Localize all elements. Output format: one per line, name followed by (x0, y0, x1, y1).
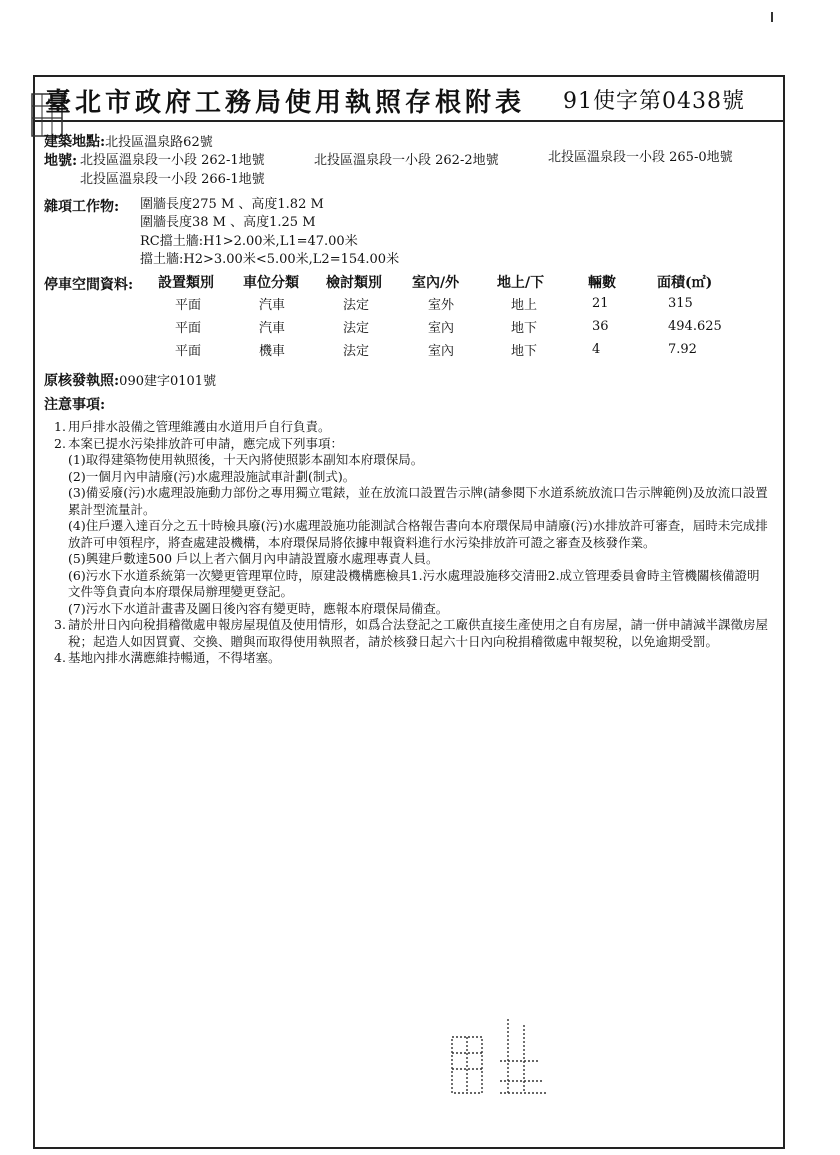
original-permit-row (44, 373, 216, 390)
parking-cell: 平面 (175, 321, 202, 336)
note-subitem: (7)污水下水道計畫書及圖日後內容有變更時，應報本府環保局備查。 (68, 600, 449, 616)
note-item (54, 650, 770, 667)
misc-works-label: 雜項工作物: (44, 199, 120, 215)
parking-header: 車位分類 (243, 275, 299, 291)
lot-item: 北投區溫泉段一小段 262-2地號 (314, 153, 499, 168)
note-text: 本案已提水污染排放許可申請，應完成下列事項： (68, 435, 344, 451)
parking-label: 停車空間資料: (44, 277, 134, 293)
parking-header: 面積(㎡) (657, 275, 713, 291)
parking-header: 檢討類別 (326, 275, 382, 291)
misc-work-item: RC擋土牆:H1>2.00米,L1=47.00米 (140, 234, 358, 249)
note-subitem: (1)取得建築物使用執照後，十天內將使照影本副知本府環保局。 (68, 452, 424, 467)
note-subitem: (6)污水下水道系統第一次變更管理單位時，原建設機構應檢具1.污水處理設施移交清冊2.成立管理委員會時主管機關核備證明文件等負責向本府環保局辦理變更登記。 (68, 567, 760, 599)
note-number: 4. (54, 650, 66, 665)
parking-cell: 機車 (259, 344, 286, 359)
parking-cell: 315 (668, 296, 693, 311)
parking-cell: 室內 (428, 321, 455, 336)
parking-cell: 法定 (343, 321, 370, 336)
note-subitem: (4)住戶遷入達百分之五十時檢具廢(污)水處理設施功能測試合格報告書向本府環保局申請廢(污)水排放許可審查，屆時未完成排放許可申領程序，將查處建設機構，本府環保局將依據申報資料進行水污染排放許可證之審查及核發作業。 (68, 518, 768, 550)
parking-cell: 21 (592, 296, 609, 311)
misc-work-item: 擋土牆:H2>3.00米<5.00米,L2=154.00米 (140, 252, 400, 267)
notes-list (54, 419, 770, 667)
official-seal-icon (448, 1015, 550, 1097)
parking-header: 室內/外 (412, 275, 460, 291)
note-subitem: (5)興建戶數達500 戶以上者六個月內申請設置廢水處理專責人員。 (68, 551, 439, 566)
address-value: 北投區溫泉路62號 (105, 135, 213, 150)
original-permit-value: 090建字0101號 (119, 374, 217, 389)
misc-work-item: 圍牆長度38 M 、高度1.25 M (140, 215, 316, 230)
note-subitem: (2)一個月內申請廢(污)水處理設施試車計劃(制式)。 (68, 468, 356, 484)
misc-work-item: 圍牆長度275 M 、高度1.82 M (140, 197, 324, 212)
parking-cell: 法定 (343, 298, 370, 313)
permit-number: 91使字第0438號 (563, 89, 745, 114)
address-label: 建築地點: (44, 134, 106, 150)
parking-cell: 7.92 (668, 342, 697, 357)
lots-label: 地號: (44, 153, 78, 169)
address-row (44, 134, 213, 151)
note-item (54, 419, 770, 436)
title-rule (33, 120, 783, 122)
parking-cell: 地下 (511, 344, 538, 359)
parking-cell: 494.625 (668, 319, 722, 334)
lot-item: 北投區溫泉段一小段 262-1地號 (80, 153, 265, 168)
parking-cell: 汽車 (259, 298, 286, 313)
note-number: 3. (54, 617, 66, 632)
note-item (54, 436, 770, 618)
note-text: 基地內排水溝應維持暢通，不得堵塞。 (68, 650, 281, 665)
parking-header: 地上/下 (497, 275, 545, 291)
top-rule (33, 75, 783, 77)
parking-cell: 平面 (175, 298, 202, 313)
parking-header: 輛數 (588, 275, 616, 291)
parking-cell: 室內 (428, 344, 455, 359)
notes-label: 注意事項: (44, 397, 106, 413)
scan-mark (771, 12, 773, 22)
note-item (54, 617, 770, 650)
parking-cell: 36 (592, 319, 609, 334)
note-number: 1. (54, 419, 66, 434)
parking-cell: 地上 (511, 298, 538, 313)
parking-cell: 室外 (428, 298, 455, 313)
note-text: 用戶排水設備之管理維護由水道用戶自行負責。 (68, 419, 331, 434)
note-subitem: (3)備妥廢(污)水處理設施動力部份之專用獨立電錶，並在放流口設置告示牌(請參閱下水道系統放流口告示牌範例)及放流口設置累計型流量計。 (68, 485, 768, 517)
parking-cell: 4 (592, 342, 601, 357)
lot-item: 北投區溫泉段一小段 265-0地號 (548, 150, 733, 165)
parking-cell: 平面 (175, 344, 202, 359)
parking-cell: 汽車 (259, 321, 286, 336)
page-title: 臺北市政府工務局使用執照存根附表 (45, 88, 526, 118)
parking-header: 設置類別 (158, 275, 214, 291)
parking-cell: 地下 (511, 321, 538, 336)
lot-item: 北投區溫泉段一小段 266-1地號 (80, 172, 265, 187)
parking-cell: 法定 (343, 344, 370, 359)
note-number: 2. (54, 435, 66, 451)
note-text: 請於卅日內向稅捐稽徵處申報房屋現值及使用情形，如爲合法登記之工廠供直接生產使用之自有房屋，請一併申請減半課徵房屋稅；起造人如因買賣、交換、贈與而取得使用執照者，請於核發日起六十日內向稅捐稽徵處申報契稅，以免逾期受罰。 (68, 617, 769, 649)
original-permit-label: 原核發執照: (44, 373, 120, 389)
